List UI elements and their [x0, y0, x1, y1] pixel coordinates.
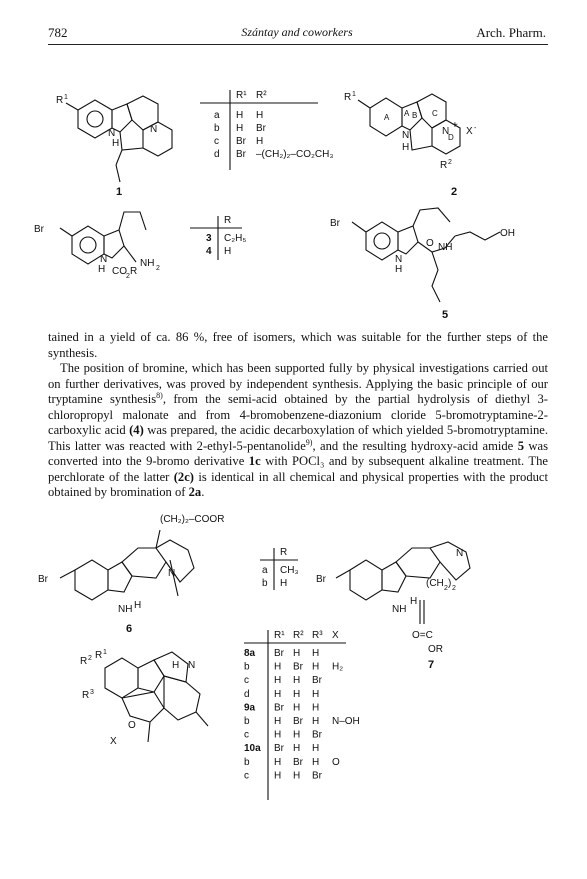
table3-header-r: R — [280, 547, 288, 558]
svg-text:R: R — [82, 690, 90, 701]
table1-row-r1: Br — [236, 136, 246, 147]
table4-row-r2: Br — [293, 756, 303, 768]
table4-header-r3: R³ — [312, 630, 323, 641]
table3-row-id: a — [262, 565, 268, 576]
table4-row-r3: H — [312, 688, 320, 700]
compound-label-7: 7 — [428, 659, 435, 671]
table4-row-r2: H — [293, 688, 301, 700]
svg-text:H: H — [402, 142, 410, 153]
svg-text:N: N — [402, 130, 410, 141]
page-number: 782 — [48, 25, 68, 40]
table4-row-x: H₂ — [332, 661, 344, 673]
table4-row-r3: H — [312, 648, 320, 659]
svg-text:1: 1 — [103, 649, 107, 656]
svg-text:1: 1 — [352, 91, 356, 98]
table4-row-r1: H — [274, 770, 282, 782]
svg-text:Br: Br — [316, 574, 326, 585]
svg-text:R: R — [95, 650, 103, 661]
table2-row-id: 3 — [206, 233, 212, 244]
svg-text:2: 2 — [126, 273, 130, 280]
svg-text:H: H — [134, 600, 142, 611]
structure-6 — [60, 530, 194, 600]
table4-row-r2: H — [293, 648, 301, 659]
table4-row-r2: H — [293, 675, 301, 687]
svg-text:2: 2 — [452, 585, 456, 592]
svg-text:2: 2 — [448, 159, 452, 166]
table4-row-id: b — [244, 661, 250, 673]
table4-row-x: N–OH — [332, 716, 360, 727]
paragraph-2-part-c: was prepared, the acidic decarboxylation of which yielded 5-bromotryptamine. This latter was reacted with 2-ethyl-5-pentanolide — [48, 423, 548, 453]
svg-text:D: D — [448, 133, 454, 142]
journal-name: Arch. Pharm. — [476, 25, 546, 40]
svg-text:): ) — [448, 578, 452, 589]
table1-row-r2: –(CH₂)₂–CO₂CH₃ — [256, 149, 334, 160]
table2-row-id: 4 — [206, 246, 212, 257]
table1-header-r1: R¹ — [236, 90, 247, 101]
svg-text:A: A — [384, 113, 390, 122]
compound-ref-2c: (2c) — [173, 469, 194, 484]
svg-text:2: 2 — [156, 265, 160, 272]
compound-ref-2a: 2a — [188, 485, 202, 499]
table1-row-id: d — [214, 149, 220, 160]
table4-row-r1: H — [274, 675, 282, 687]
svg-text:N: N — [395, 254, 403, 265]
table4-row-r1: H — [274, 756, 282, 768]
table4-row-r2: H — [293, 702, 301, 714]
compound-ref-1c: 1c — [248, 454, 261, 468]
substituent-table-3 — [262, 547, 299, 589]
svg-text:Br: Br — [330, 218, 340, 229]
paragraph-2 — [48, 361, 548, 501]
paragraph-2-part-f: with POCl₃ and by subsequent alkaline treatment. The perchlorate of the latter — [48, 454, 548, 484]
svg-text:X: X — [110, 736, 117, 747]
svg-text:-: - — [474, 125, 477, 132]
reference-8[interactable]: 8) — [156, 390, 163, 400]
substituent-table-2 — [206, 215, 246, 257]
table4-row-id: c — [244, 770, 249, 782]
reference-9[interactable]: 9) — [305, 437, 313, 447]
compound-label-2: 2 — [451, 186, 458, 198]
svg-text:B: B — [412, 111, 418, 120]
running-title: Szántay and coworkers — [241, 25, 353, 39]
table4-row-id: c — [244, 729, 249, 741]
paragraph-2-part-h: . — [201, 485, 205, 499]
svg-text:2: 2 — [88, 655, 92, 662]
svg-text:R: R — [130, 266, 138, 277]
svg-text:3: 3 — [90, 689, 94, 696]
svg-text:+: + — [452, 120, 458, 131]
table4-row-r3: Br — [312, 770, 322, 782]
svg-text:H: H — [410, 596, 418, 607]
svg-text:H: H — [395, 264, 403, 275]
table2-header-r: R — [224, 215, 232, 226]
svg-text:Br: Br — [38, 574, 48, 585]
table4-row-id: 9a — [244, 702, 256, 714]
table1-row-r2: H — [256, 136, 264, 147]
paragraph-1: tained in a yield of ca. 86 %, free of isomers, which was suitable for the further steps of the synthesis. — [48, 330, 548, 360]
table4-row-r2: H — [293, 729, 301, 741]
paragraph-2-part-b: , from the semi-acid obtained by the partial hydrolysis of diethyl 3-chloropropyl malonate and from 4-bromobenzene-diazonium cloride 5-bromotryptamine-2-carboxylic acid — [48, 392, 548, 437]
table4-row-id: 10a — [244, 743, 261, 755]
table4-row-id: 8a — [244, 648, 256, 659]
table1-row-id: a — [214, 110, 220, 121]
table3-row-id: b — [262, 578, 268, 589]
table4-row-r2: H — [293, 770, 301, 782]
table4-row-id: c — [244, 675, 249, 687]
table4-row-r1: Br — [274, 743, 284, 755]
svg-text:Br: Br — [34, 224, 44, 235]
table4-row-r1: Br — [274, 648, 284, 659]
svg-text:(CH: (CH — [426, 578, 444, 589]
table1-row-r1: H — [236, 110, 244, 121]
table4-row-r3: H — [312, 702, 320, 714]
svg-text:H: H — [112, 138, 120, 149]
table4-row-r1: H — [274, 661, 282, 673]
paragraph-2-part-d: , and the resulting hydroxy-acid amide — [312, 438, 518, 453]
svg-text:R: R — [440, 160, 448, 171]
svg-text:OH: OH — [500, 228, 515, 239]
table4-row-r1: H — [274, 716, 282, 727]
compound-ref-5: 5 — [517, 438, 524, 453]
table4-header-r1: R¹ — [274, 630, 285, 641]
svg-text:OR: OR — [428, 644, 443, 655]
svg-text:N: N — [150, 124, 158, 135]
svg-text:C: C — [432, 109, 438, 118]
svg-text:O=C: O=C — [412, 630, 433, 641]
svg-text:N: N — [188, 660, 196, 671]
paragraph-2-part-a: The position of bromine, which has been supported fully by physical investigations carried out on further derivatives, was proved by independent synthesis. Applying the basic principle of our tryptamine synthesis — [48, 361, 548, 406]
svg-text:CO: CO — [112, 266, 127, 277]
table4-row-r3: H — [312, 716, 320, 727]
table4-row-r1: Br — [274, 702, 284, 714]
svg-text:N: N — [108, 128, 116, 139]
compound-6-chain-label: (CH₂)₂–COOR — [160, 514, 225, 525]
substituent-table-4 — [244, 630, 360, 781]
table2-row-r: C₂H₅ — [224, 233, 247, 244]
svg-text:N: N — [456, 548, 464, 559]
table4-row-x: O — [332, 756, 340, 768]
table1-row-r1: H — [236, 123, 244, 134]
svg-text:R: R — [344, 92, 352, 103]
compound-label-5: 5 — [442, 309, 449, 321]
svg-text:2: 2 — [444, 585, 448, 592]
table4-row-r3: Br — [312, 729, 322, 741]
table4-row-r3: H — [312, 661, 320, 673]
table4-row-r3: H — [312, 743, 320, 755]
structure-5 — [352, 208, 500, 302]
table3-row-r: CH₃ — [280, 565, 299, 576]
table2-row-r: H — [224, 246, 232, 257]
table4-header-r2: R² — [293, 630, 304, 641]
paragraph-2-part-e: was converted into the 9-bromo derivative — [48, 438, 549, 468]
table3-row-r: H — [280, 578, 288, 589]
svg-text:H: H — [172, 660, 180, 671]
table1-header-r2: R² — [256, 90, 267, 101]
svg-text:A: A — [404, 109, 410, 118]
table4-row-id: b — [244, 756, 250, 768]
compound-label-1: 1 — [116, 186, 123, 198]
table4-row-r3: Br — [312, 675, 322, 687]
table4-row-r2: H — [293, 743, 301, 755]
svg-text:NH: NH — [140, 258, 155, 269]
substituent-table-1 — [214, 90, 333, 160]
table1-row-id: c — [214, 136, 219, 147]
table4-header-x: X — [332, 630, 339, 641]
table4-row-r2: Br — [293, 716, 303, 727]
svg-text:R: R — [80, 656, 88, 667]
table1-row-r2: Br — [256, 123, 266, 134]
svg-text:NH: NH — [118, 604, 133, 615]
table4-row-r1: H — [274, 729, 282, 741]
svg-text:N: N — [168, 568, 176, 579]
table1-row-id: b — [214, 123, 220, 134]
table1-row-r1: Br — [236, 149, 246, 160]
svg-text:1: 1 — [64, 94, 68, 101]
table4-row-r1: H — [274, 688, 282, 700]
svg-text:N: N — [442, 126, 450, 137]
table4-row-r3: H — [312, 756, 320, 768]
svg-text:O: O — [426, 238, 434, 249]
table4-row-id: b — [244, 716, 250, 727]
svg-text:NH: NH — [392, 604, 407, 615]
svg-text:NH: NH — [438, 242, 453, 253]
compound-label-6: 6 — [126, 623, 133, 635]
svg-text:H: H — [98, 264, 106, 275]
table4-row-r2: Br — [293, 661, 303, 673]
table1-row-r2: H — [256, 110, 264, 121]
paragraph-2-part-g: is identical in all chemical and physical properties with the product obtained by bromination of — [48, 469, 548, 499]
svg-text:X: X — [466, 126, 473, 137]
table4-row-id: d — [244, 688, 250, 700]
svg-text:O: O — [128, 720, 136, 731]
svg-text:R: R — [56, 95, 64, 106]
svg-text:N: N — [100, 254, 108, 265]
compound-ref-4: (4) — [129, 423, 144, 437]
body-text — [48, 330, 548, 501]
